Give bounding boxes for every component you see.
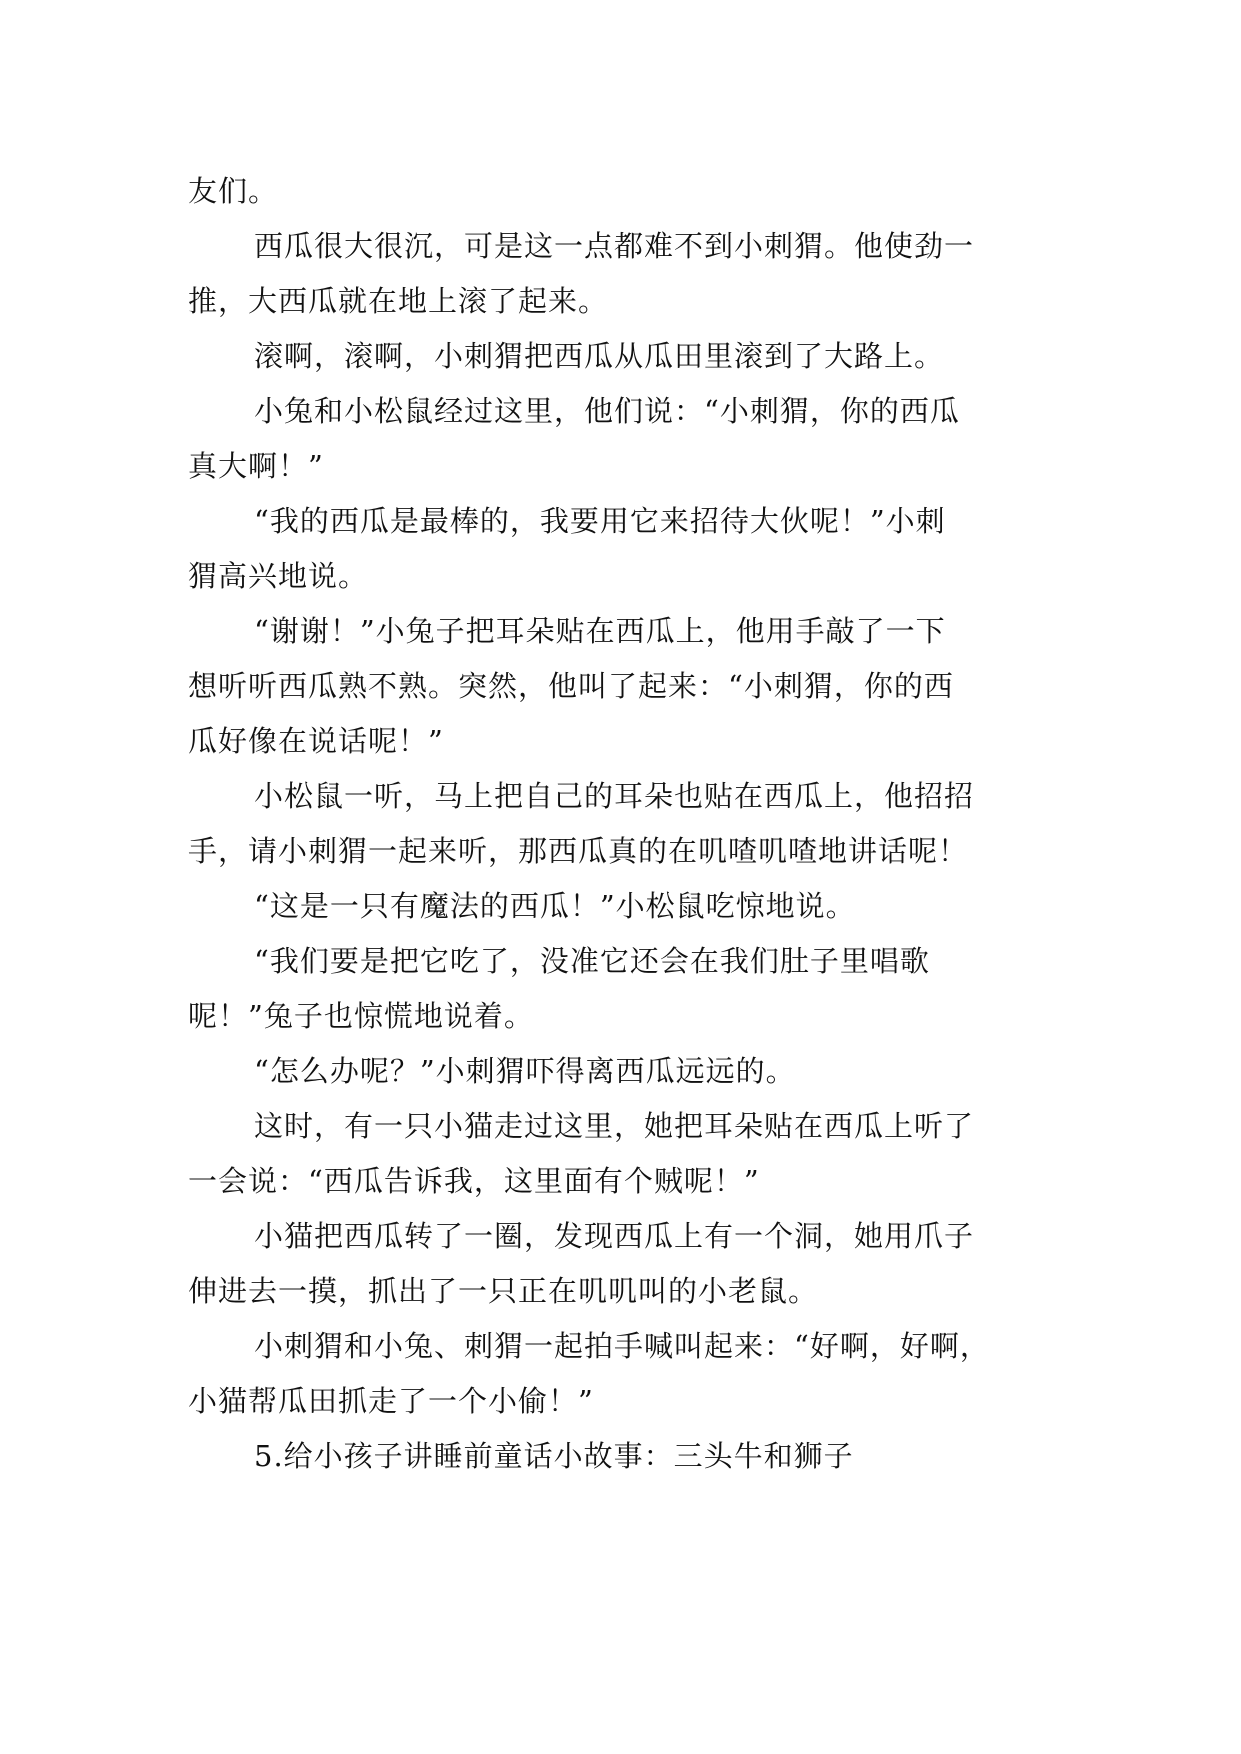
text-line: 小松鼠一听，马上把自己的耳朵也贴在西瓜上，他招招	[254, 779, 975, 813]
document-body	[188, 164, 1053, 1484]
section-heading	[188, 1429, 1053, 1484]
text-line: 小猫帮瓜田抓走了一个小偷！”	[188, 1384, 594, 1418]
text-line: 伸进去一摸，抓出了一只正在叽叽叫的小老鼠。	[188, 1274, 819, 1308]
paragraph	[188, 494, 1053, 604]
paragraph	[188, 1044, 1053, 1099]
paragraph	[188, 934, 1053, 1044]
paragraph	[188, 879, 1053, 934]
paragraph	[188, 1099, 1053, 1209]
text-line: 真大啊！”	[188, 449, 324, 483]
paragraph	[188, 219, 1053, 329]
text-line: 这时，有一只小猫走过这里，她把耳朵贴在西瓜上听了	[254, 1109, 975, 1143]
text-line: “我们要是把它吃了，没准它还会在我们肚子里唱歌	[254, 944, 930, 978]
paragraph	[188, 604, 1053, 769]
text-line: “谢谢！”小兔子把耳朵贴在西瓜上，他用手敲了一下	[254, 614, 946, 648]
text-line: 西瓜很大很沉，可是这一点都难不到小刺猬。他使劲一	[254, 229, 975, 263]
text-line: “这是一只有魔法的西瓜！”小松鼠吃惊地说。	[254, 889, 856, 923]
text-line: 呢！”兔子也惊慌地说着。	[188, 999, 534, 1033]
paragraph	[188, 1209, 1053, 1319]
paragraph	[188, 329, 1053, 384]
text-line: 小兔和小松鼠经过这里，他们说：“小刺猬，你的西瓜	[254, 394, 960, 428]
text-line: 滚啊，滚啊，小刺猬把西瓜从瓜田里滚到了大路上。	[254, 339, 945, 373]
text-line: “我的西瓜是最棒的，我要用它来招待大伙呢！”小刺	[254, 504, 946, 538]
text-line: 猬高兴地说。	[188, 559, 369, 593]
text-line: “怎么办呢？”小刺猬吓得离西瓜远远的。	[254, 1054, 796, 1088]
text-line: 小刺猬和小兔、刺猬一起拍手喊叫起来：“好啊，好啊，	[254, 1329, 990, 1363]
paragraph	[188, 384, 1053, 494]
text-line: 一会说：“西瓜告诉我，这里面有个贼呢！”	[188, 1164, 760, 1198]
text-line: 小猫把西瓜转了一圈，发现西瓜上有一个洞，她用爪子	[254, 1219, 975, 1253]
paragraph	[188, 769, 1053, 879]
text-line: 瓜好像在说话呢！”	[188, 724, 444, 758]
text-line: 手，请小刺猬一起来听，那西瓜真的在叽喳叽喳地讲话呢！	[188, 834, 969, 868]
text-line: 推，大西瓜就在地上滚了起来。	[188, 284, 609, 318]
paragraph	[188, 1319, 1053, 1429]
paragraph	[188, 164, 1053, 219]
text-line: 5.给小孩子讲睡前童话小故事：三头牛和狮子	[254, 1439, 854, 1473]
text-line: 想听听西瓜熟不熟。突然，他叫了起来：“小刺猬，你的西	[188, 669, 954, 703]
text-line: 友们。	[188, 174, 279, 208]
